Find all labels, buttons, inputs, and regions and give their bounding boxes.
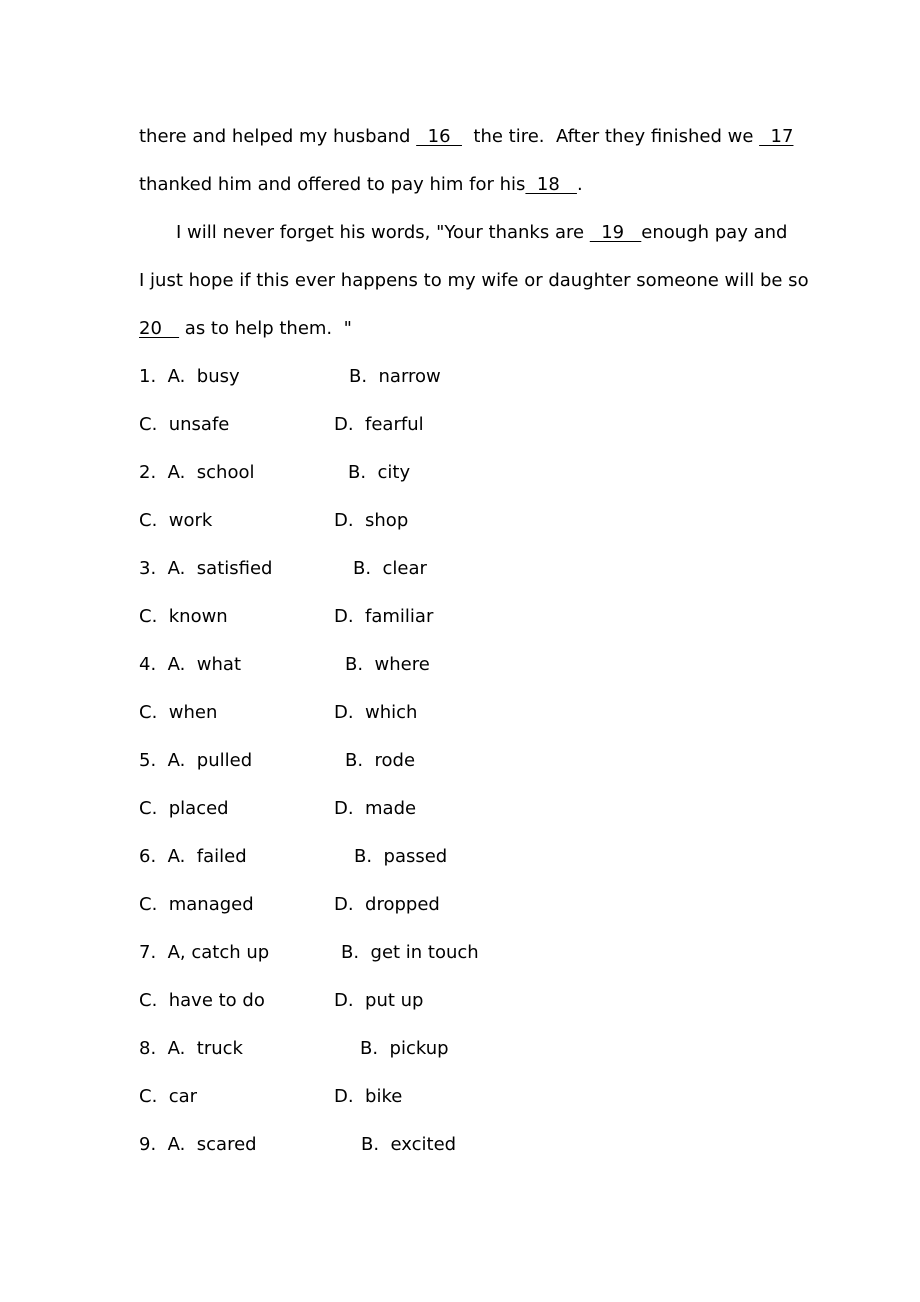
question-6-option-a: 6. A. failed [139, 846, 247, 867]
question-6-option-c: C. managed [139, 894, 254, 915]
blank-17: 17 [759, 126, 794, 147]
question-8-option-b: B. pickup [360, 1038, 449, 1059]
question-3-option-a: 3. A. satisfied [139, 558, 273, 579]
passage-text: . [576, 174, 583, 195]
question-6-option-d: D. dropped [334, 894, 440, 915]
question-8-option-c: C. car [139, 1086, 198, 1107]
passage-line-5 [139, 316, 352, 342]
question-4-option-a: 4. A. what [139, 654, 241, 675]
passage-line-2 [139, 172, 583, 198]
question-5-option-a: 5. A. pulled [139, 750, 253, 771]
question-1-option-c: C. unsafe [139, 414, 230, 435]
question-3-option-d: D. familiar [334, 606, 434, 627]
question-4-option-c: C. when [139, 702, 218, 723]
question-1-option-b: B. narrow [349, 366, 441, 387]
question-1-option-a: 1. A. busy [139, 366, 240, 387]
question-3-option-b: B. clear [353, 558, 427, 579]
blank-19: 19 [589, 222, 642, 243]
passage-line-4: I just hope if this ever happens to my wife or daughter someone will be so [139, 270, 809, 291]
question-2-option-d: D. shop [334, 510, 409, 531]
question-9-option-b: B. excited [361, 1134, 457, 1155]
passage-line-1 [139, 124, 793, 150]
question-7-option-d: D. put up [334, 990, 424, 1011]
passage-text: there and helped my husband [139, 126, 417, 147]
question-7-option-c: C. have to do [139, 990, 265, 1011]
question-7-option-a: 7. A, catch up [139, 942, 270, 963]
question-9-option-a: 9. A. scared [139, 1134, 257, 1155]
question-7-option-b: B. get in touch [341, 942, 479, 963]
question-5-option-d: D. made [334, 798, 417, 819]
question-2-option-c: C. work [139, 510, 213, 531]
passage-text: I will never forget his words, "Your thanks are [176, 222, 590, 243]
question-4-option-d: D. which [334, 702, 418, 723]
passage-text: enough pay and [641, 222, 788, 243]
question-4-option-b: B. where [345, 654, 430, 675]
question-5-option-b: B. rode [345, 750, 416, 771]
question-8-option-d: D. bike [334, 1086, 403, 1107]
blank-20: 20 [139, 318, 180, 339]
question-2-option-a: 2. A. school [139, 462, 255, 483]
blank-18: 18 [525, 174, 577, 195]
passage-text: the tire. After they finished we [461, 126, 760, 147]
passage-text: as to help them. " [179, 318, 352, 339]
question-8-option-a: 8. A. truck [139, 1038, 243, 1059]
question-3-option-c: C. known [139, 606, 228, 627]
question-2-option-b: B. city [348, 462, 411, 483]
passage-line-3 [176, 220, 787, 246]
passage-text: thanked him and offered to pay him for his [139, 174, 526, 195]
blank-16: 16 [416, 126, 462, 147]
question-1-option-d: D. fearful [334, 414, 424, 435]
question-5-option-c: C. placed [139, 798, 229, 819]
question-6-option-b: B. passed [354, 846, 448, 867]
